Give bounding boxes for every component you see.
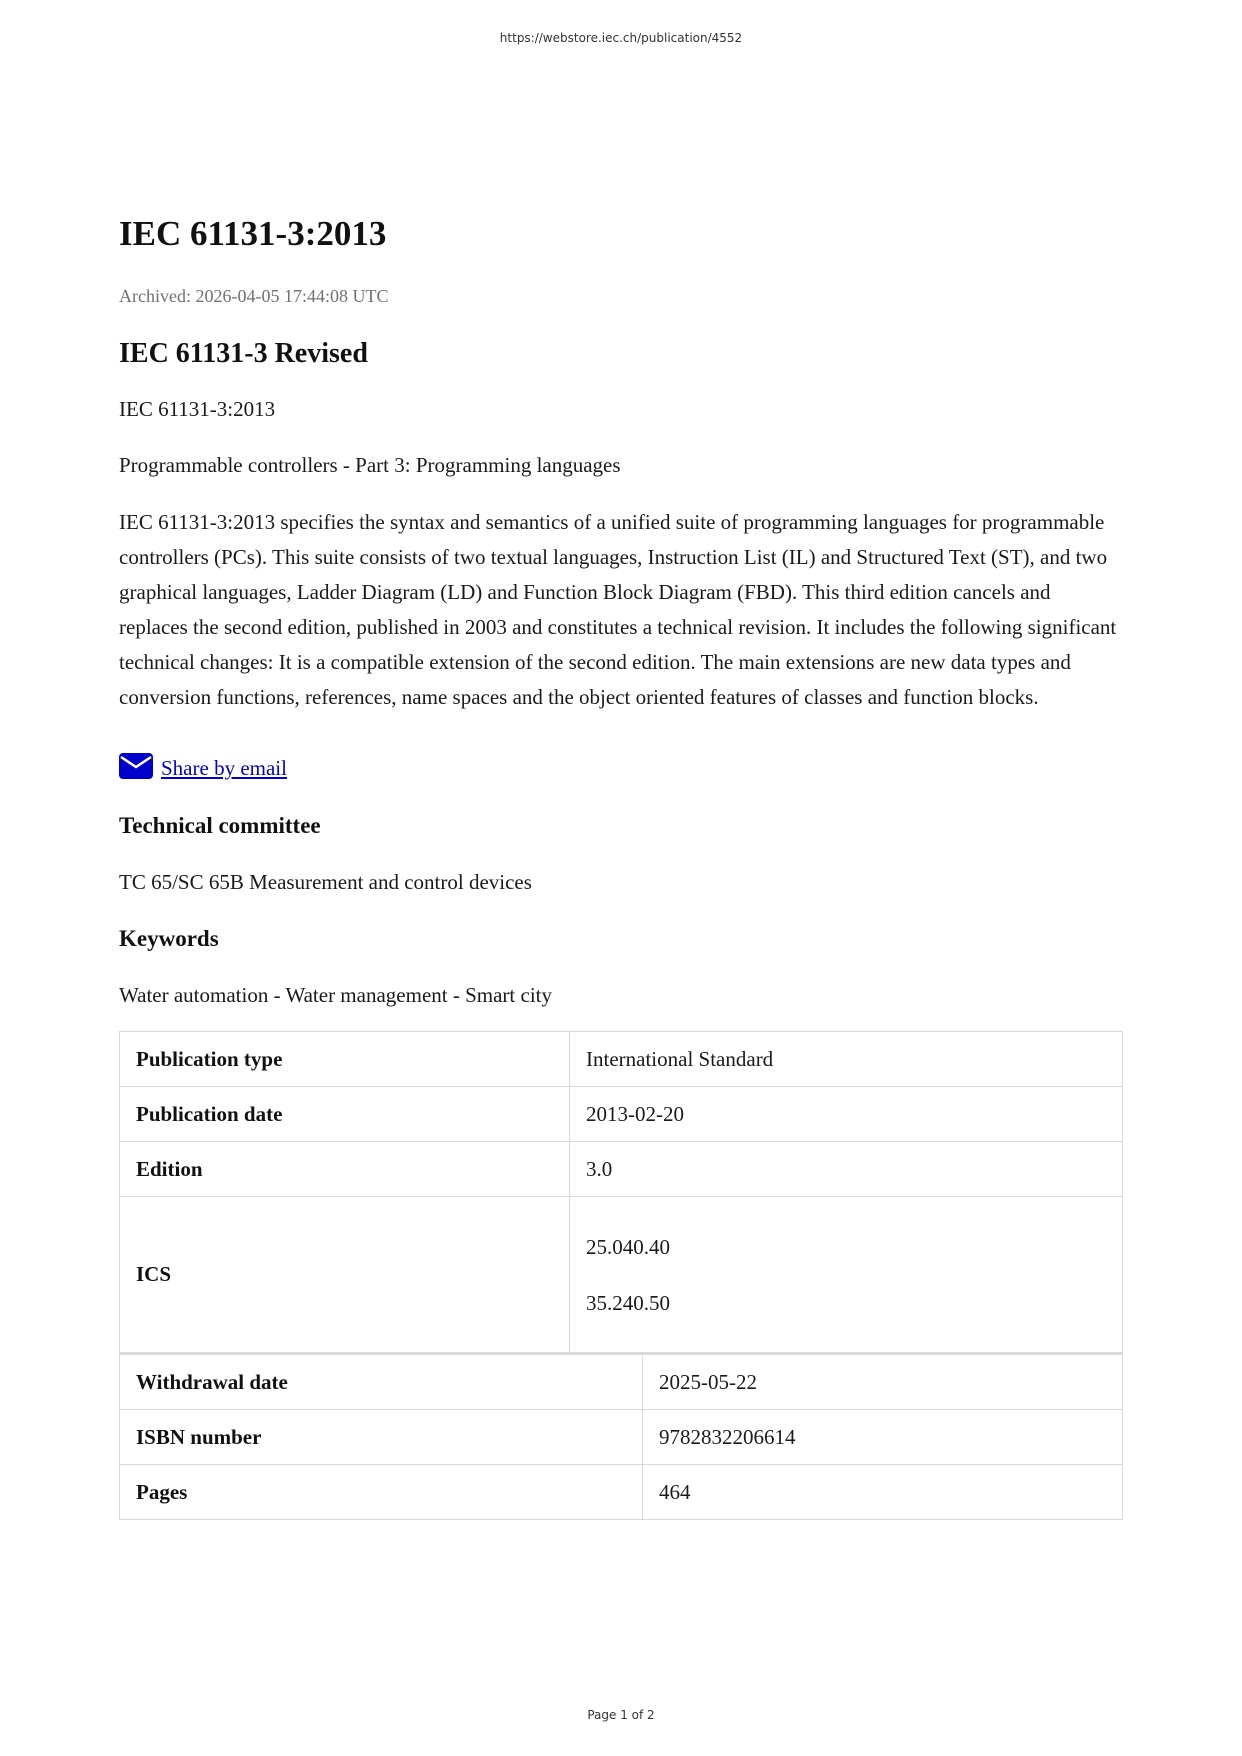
ics-value: 25.040.40: [586, 1234, 670, 1259]
withdrawal-date-value: 2025-05-22: [643, 1354, 1123, 1410]
publication-date-value: 2013-02-20: [570, 1087, 1123, 1142]
ics-values: [570, 1197, 1123, 1353]
publication-date-label: Publication date: [120, 1087, 570, 1142]
publication-details-table: [119, 1031, 1123, 1353]
ics-label: ICS: [120, 1197, 570, 1353]
table-row: [120, 1354, 1123, 1410]
table-row: [120, 1465, 1123, 1520]
publication-extra-table: [119, 1353, 1123, 1520]
isbn-value: 9782832206614: [643, 1410, 1123, 1465]
archived-timestamp: Archived: 2026-04-05 17:44:08 UTC: [119, 286, 389, 306]
pages-label: Pages: [120, 1465, 643, 1520]
standard-code: IEC 61131-3:2013: [119, 397, 276, 421]
table-row: [120, 1410, 1123, 1465]
publication-type-value: International Standard: [570, 1032, 1123, 1087]
share-section: [119, 743, 1123, 783]
ics-value: 35.240.50: [586, 1290, 670, 1315]
page-number: Page 1 of 2: [587, 1708, 655, 1722]
page-title: IEC 61131-3:2013: [119, 214, 387, 253]
table-row: [120, 1142, 1123, 1197]
technical-committee-heading: Technical committee: [119, 813, 321, 838]
publication-subtitle: IEC 61131-3 Revised: [119, 338, 368, 369]
standard-title: Programmable controllers - Part 3: Programming languages: [119, 453, 621, 477]
technical-committee-value: TC 65/SC 65B Measurement and control devices: [119, 870, 532, 894]
pages-value: 464: [643, 1465, 1123, 1520]
withdrawal-date-label: Withdrawal date: [120, 1354, 643, 1410]
table-row: [120, 1032, 1123, 1087]
isbn-label: ISBN number: [120, 1410, 643, 1465]
edition-label: Edition: [120, 1142, 570, 1197]
publication-type-label: Publication type: [120, 1032, 570, 1087]
keywords-value: Water automation - Water management - Smart city: [119, 983, 552, 1007]
publication-content: [119, 212, 1123, 1520]
table-row: [120, 1087, 1123, 1142]
edition-value: 3.0: [570, 1142, 1123, 1197]
mail-icon: [119, 753, 153, 779]
share-by-email-link[interactable]: [119, 753, 287, 783]
share-by-email-label: Share by email: [161, 756, 287, 780]
abstract-text: IEC 61131-3:2013 specifies the syntax and semantics of a unified suite of programming languages for programmable controllers (PCs). This suite consists of two textual languages, Instruction List (IL) and Structured Text (ST), and two graphical languages, Ladder Diagram (LD) and Function Block Diagram (FBD). This third edition cancels and replaces the second edition, published in 2003 and constitutes a technical revision. It includes the following significant technical changes: It is a compatible extension of the second edition. The main extensions are new data types and conversion functions, references, name spaces and the object oriented features of classes and function blocks.: [119, 510, 1117, 709]
page-url-header: https://webstore.iec.ch/publication/4552: [499, 31, 743, 45]
table-row: [120, 1197, 1123, 1353]
keywords-heading: Keywords: [119, 926, 219, 951]
